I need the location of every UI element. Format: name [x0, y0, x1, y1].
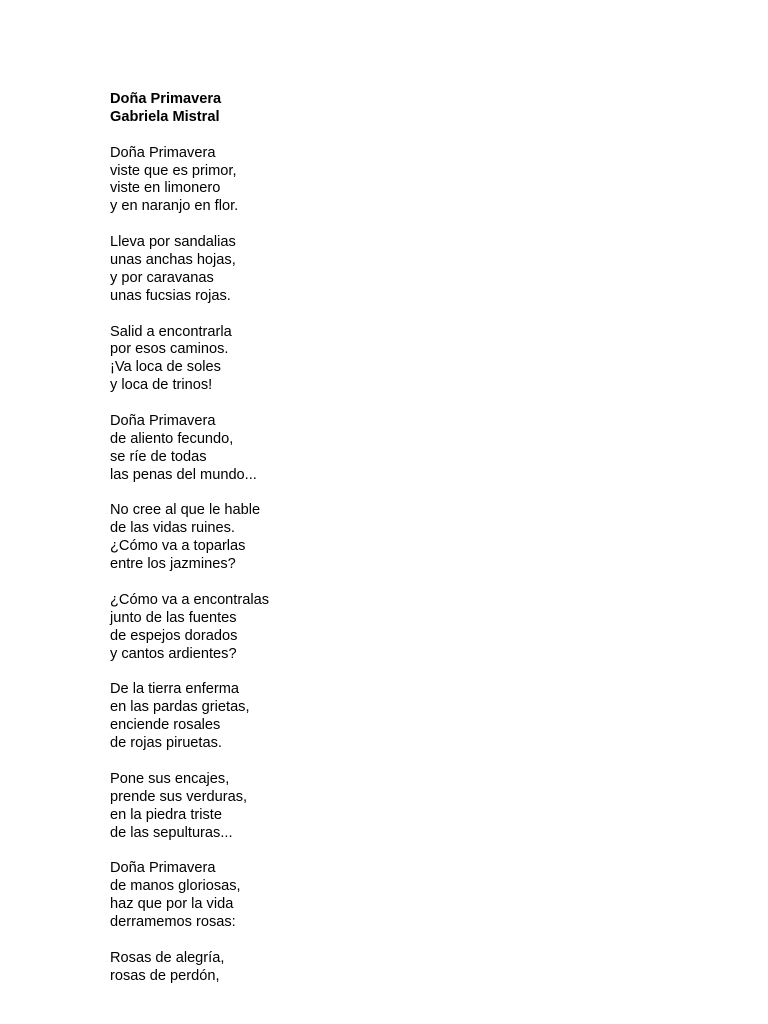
verse-line: ¿Cómo va a encontralas [110, 591, 269, 608]
stanza-1 [110, 145, 710, 217]
verse-line: ¡Va loca de soles [110, 359, 221, 376]
verse-line: De la tierra enferma [110, 681, 239, 698]
verse-line: Pone sus encajes, [110, 770, 230, 787]
verse-line: Rosas de alegría, [110, 949, 225, 966]
verse-line: en la piedra triste [110, 806, 222, 823]
verse-line: de las sepulturas... [110, 824, 233, 841]
verse-line: viste en limonero [110, 180, 221, 197]
verse-line: y loca de trinos! [110, 377, 213, 394]
poem-page [110, 91, 710, 986]
verse-line: viste que es primor, [110, 162, 237, 179]
verse-line: y en naranjo en flor. [110, 198, 239, 215]
verse-line: por esos caminos. [110, 341, 229, 358]
stanza-2 [110, 234, 710, 306]
verse-line: derramemos rosas: [110, 913, 236, 930]
stanza-8 [110, 771, 710, 843]
verse-line: haz que por la vida [110, 896, 234, 913]
verse-line: enciende rosales [110, 717, 221, 734]
verse-line: ¿Cómo va a toparlas [110, 538, 246, 555]
poem-author: Gabriela Mistral [110, 108, 220, 125]
verse-line: rosas de perdón, [110, 967, 220, 984]
verse-line: entre los jazmines? [110, 556, 236, 573]
verse-line: y cantos ardientes? [110, 645, 237, 662]
stanza-5 [110, 502, 710, 574]
verse-line: en las pardas grietas, [110, 699, 250, 716]
verse-line: de espejos dorados [110, 627, 238, 644]
verse-line: y por caravanas [110, 269, 214, 286]
verse-line: unas anchas hojas, [110, 252, 236, 269]
poem-title: Doña Primavera [110, 91, 222, 107]
verse-line: Doña Primavera [110, 860, 216, 877]
stanza-3 [110, 324, 710, 396]
verse-line: No cree al que le hable [110, 502, 261, 519]
verse-line: de las vidas ruines. [110, 520, 235, 537]
stanza-4 [110, 413, 710, 485]
verse-line: de aliento fecundo, [110, 430, 234, 447]
stanza-9 [110, 860, 710, 932]
verse-line: Doña Primavera [110, 413, 216, 430]
verse-line: Salid a encontrarla [110, 323, 232, 340]
stanza-10 [110, 950, 710, 986]
verse-line: de manos gloriosas, [110, 878, 241, 895]
verse-line: junto de las fuentes [110, 609, 237, 626]
verse-line: Lleva por sandalias [110, 234, 236, 251]
stanza-7 [110, 681, 710, 753]
stanza-6 [110, 592, 710, 664]
verse-line: unas fucsias rojas. [110, 287, 231, 304]
poem-header [110, 91, 710, 127]
verse-line: se ríe de todas [110, 448, 207, 465]
verse-line: de rojas piruetas. [110, 735, 222, 752]
verse-line: prende sus verduras, [110, 788, 248, 805]
verse-line: Doña Primavera [110, 144, 216, 161]
verse-line: las penas del mundo... [110, 466, 257, 483]
